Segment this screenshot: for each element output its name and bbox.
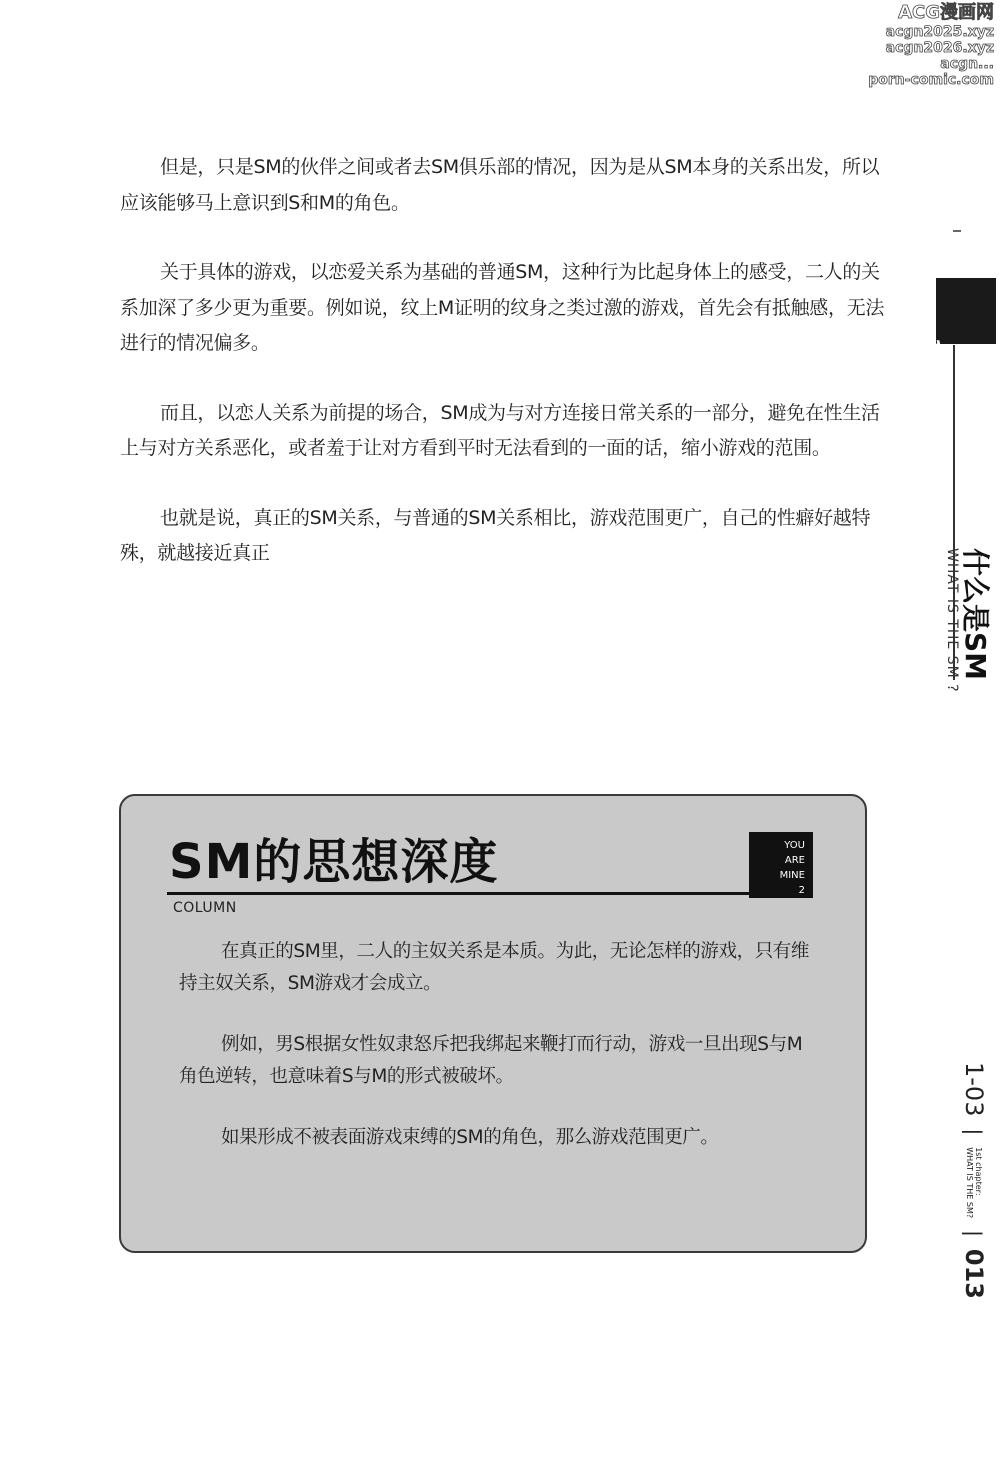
page-number: 013: [960, 1248, 988, 1299]
site-watermark: [868, 2, 994, 88]
column-paragraph: 如果形成不被表面游戏束缚的SM的角色，那么游戏范围更广。: [221, 1127, 719, 1148]
body-paragraph: 关于具体的游戏，以恋爱关系为基础的普通SM，这种行为比起身体上的感受，二人的关系加深了多少更为重要。例如说，纹上M证明的纹身之类过激的游戏，首先会有抵触感，无法进行的情况偏多。: [120, 261, 885, 354]
column-badge: [749, 832, 813, 898]
badge-line: ARE: [784, 855, 805, 866]
sidebar-chapter-title: [944, 548, 990, 693]
column-paragraph: 例如，男S根据女性奴隶怒斥把我绑起来鞭打而行动，游戏一旦出现S与M角色逆转，也意味着S与M的形式被破坏。: [179, 1034, 803, 1087]
watermark-line: ACG漫画网: [898, 2, 994, 23]
chapter-number: 1st: [920, 338, 944, 374]
watermark-line: acgn2025.xyz: [885, 24, 994, 40]
body-paragraph: 但是，只是SM的伙伴之间或者去SM俱乐部的情况，因为是从SM本身的关系出发，所以应该能够马上意识到S和M的角色。: [120, 156, 880, 214]
section-code: 1-03: [960, 1062, 988, 1117]
watermark-line: acgn2026.xyz: [885, 40, 994, 56]
chapter-subtitle-line: WHAT IS THE SM?: [965, 1147, 974, 1219]
watermark-line: acgn...: [940, 56, 994, 72]
column-label: COLUMN: [173, 900, 237, 916]
chapter-title-en: WHAT IS THE SM ?: [944, 548, 960, 693]
chapter-tab: [909, 278, 996, 385]
badge-line: MINE: [779, 870, 805, 881]
main-body-text: [120, 150, 895, 606]
watermark-line: porn-comic.com: [868, 72, 994, 88]
column-box: [119, 794, 867, 1253]
body-paragraph: 也就是说，真正的SM关系，与普通的SM关系相比，游戏范围更广，自己的性癖好越特殊，就越接近真正: [120, 506, 871, 564]
chapter-title-zh: 什么是SM: [959, 548, 992, 681]
body-paragraph: 而且，以恋人关系为前提的场合，SM成为与对方连接日常关系的一部分，避免在性生活上与对方关系恶化，或者羞于让对方看到平时无法看到的一面的话，缩小游戏的范围。: [120, 401, 880, 459]
badge-line: 2: [798, 885, 805, 896]
side-dash: [953, 230, 961, 232]
column-title: SM的思想深度: [169, 834, 499, 890]
column-title-rule: [167, 892, 795, 895]
separator: |: [962, 1230, 986, 1237]
badge-line: YOU: [784, 840, 805, 851]
column-body: [179, 936, 809, 1183]
page-footer: [960, 1062, 988, 1299]
chapter-subtitle: [965, 1147, 983, 1218]
column-paragraph: 在真正的SM里，二人的主奴关系是本质。为此，无论怎样的游戏，只有维持主奴关系，SM游戏才会成立。: [179, 941, 810, 994]
chapter-word: chapter: [909, 338, 923, 385]
separator: |: [962, 1128, 986, 1136]
chapter-subtitle-line: 1st chapter:: [974, 1147, 983, 1196]
